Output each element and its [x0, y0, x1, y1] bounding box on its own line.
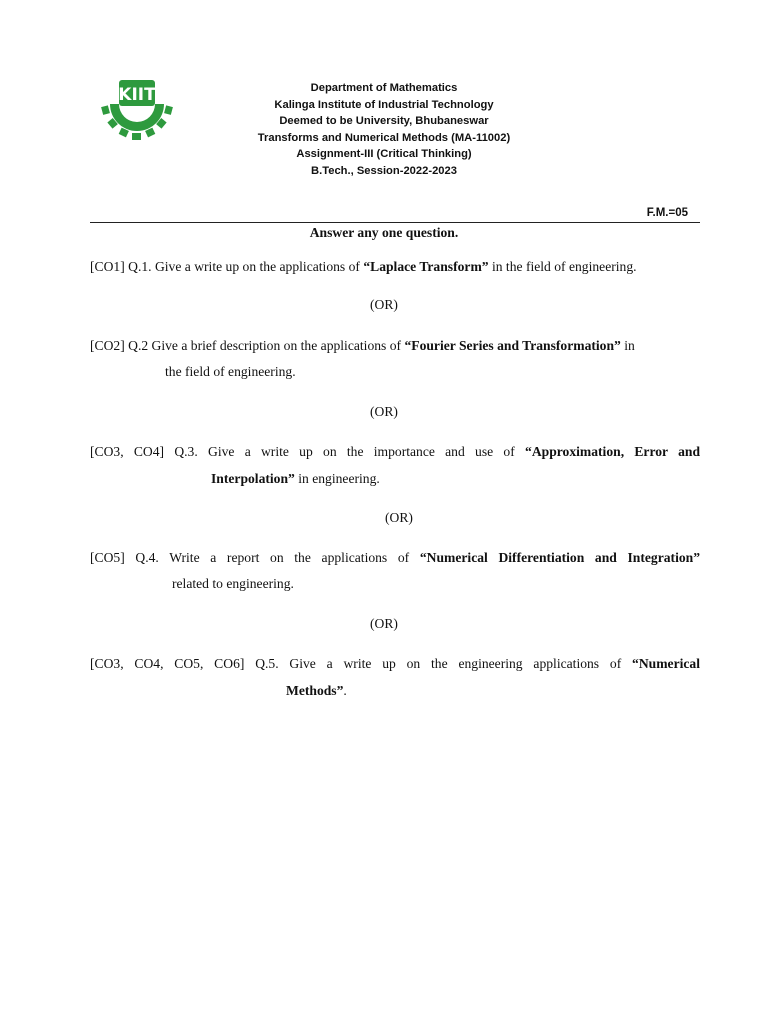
or-separator-4: (OR): [370, 616, 398, 631]
document-header: [0, 80, 768, 179]
question-3: [CO3, CO4] Q.3. Give a write up on the importance and use of “Approximation, Error and: [90, 444, 700, 459]
or-separator-1: (OR): [370, 297, 398, 312]
course-title: Transforms and Numerical Methods (MA-11002): [257, 131, 511, 144]
question-5: [CO3, CO4, CO5, CO6] Q.5. Give a write up on the engineering applications of “Numerical: [90, 656, 700, 671]
or-separator-2: (OR): [370, 404, 398, 419]
assignment-title: Assignment-III (Critical Thinking): [296, 148, 472, 160]
svg-text:KIIT: KIIT: [118, 85, 156, 105]
full-marks: F.M.=05: [646, 207, 688, 219]
header-divider: [90, 222, 700, 223]
question-2: [CO2] Q.2 Give a brief description on the applications of “Fourier Series and Transformation” in: [90, 338, 635, 353]
question-1: [CO1] Q.1. Give a write up on the applications of “Laplace Transform” in the field of engineering.: [90, 259, 637, 274]
institute-name: Kalinga Institute of Industrial Technology: [274, 98, 494, 111]
or-separator-3: (OR): [385, 510, 413, 525]
question-5-continuation: Methods”.: [286, 683, 347, 698]
question-4-continuation: related to engineering.: [172, 576, 294, 591]
question-2-continuation: the field of engineering.: [165, 364, 296, 379]
instruction: Answer any one question.: [309, 225, 459, 240]
department-name: Department of Mathematics: [310, 82, 458, 94]
question-4: [CO5] Q.4. Write a report on the applications of “Numerical Differentiation and Integration”: [90, 550, 700, 565]
university-name: Deemed to be University, Bhubaneswar: [279, 115, 489, 127]
session-label: B.Tech., Session-2022-2023: [311, 164, 457, 177]
question-3-continuation: Interpolation” in engineering.: [211, 471, 380, 486]
